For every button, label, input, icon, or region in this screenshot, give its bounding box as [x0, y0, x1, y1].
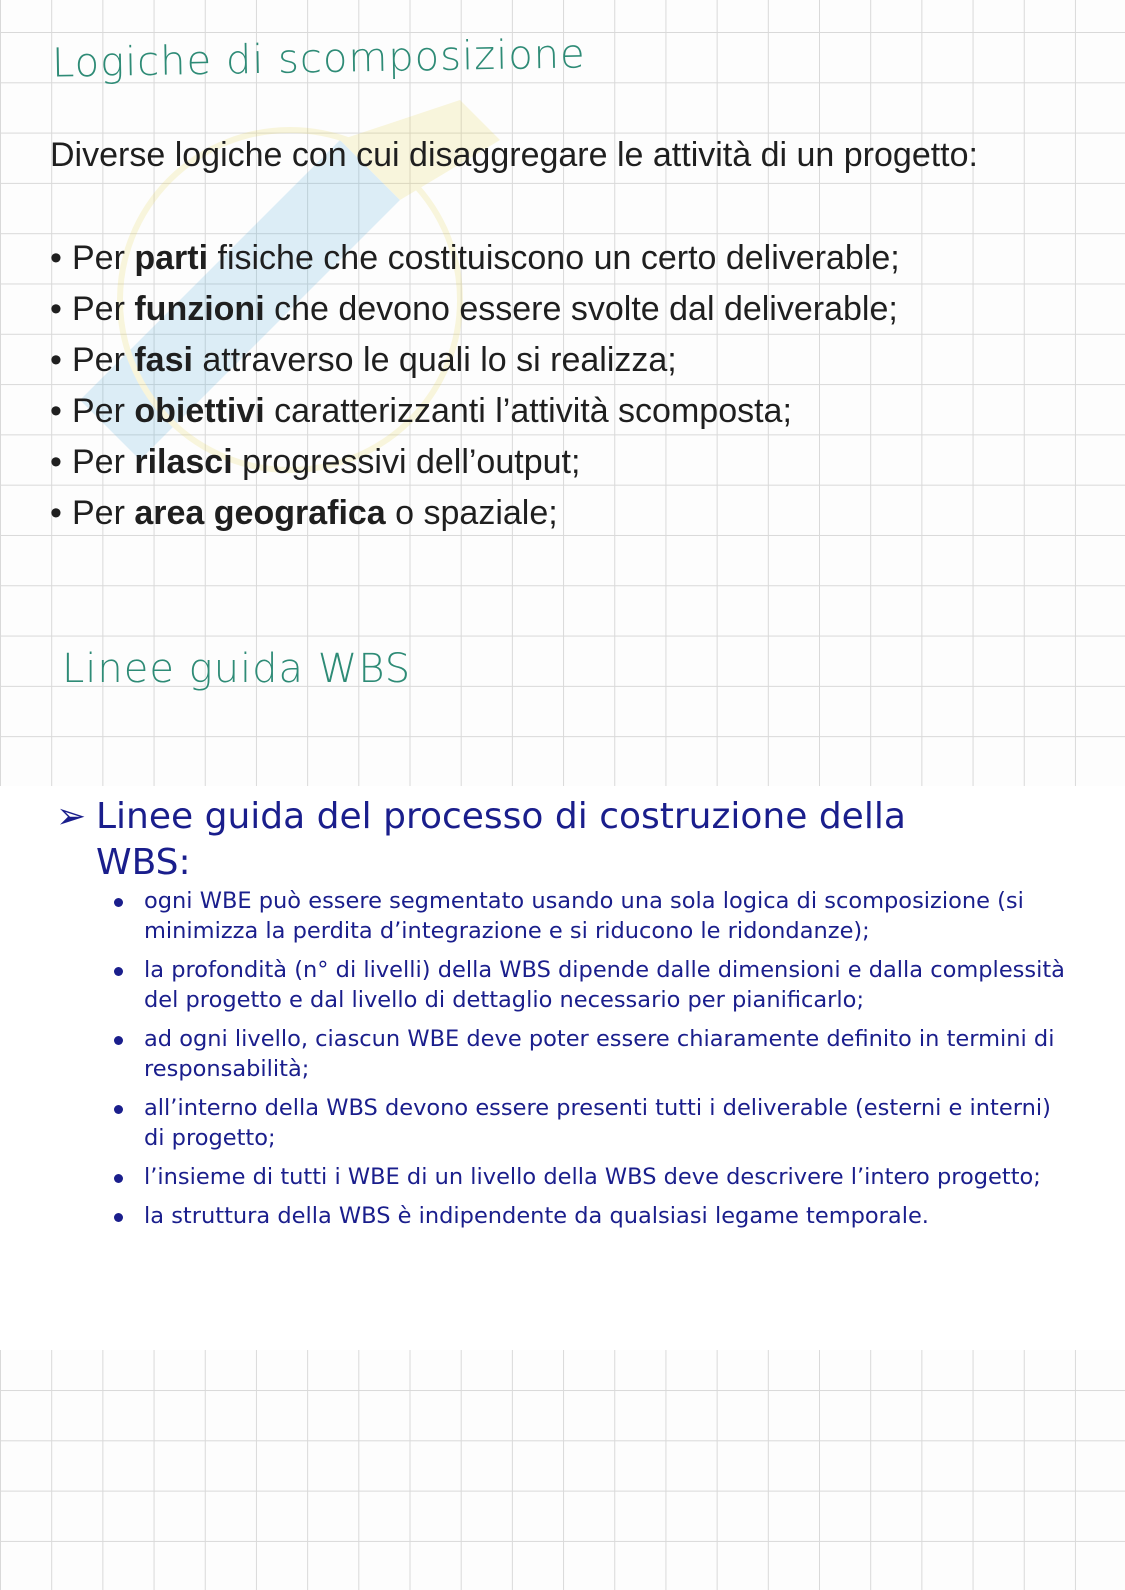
slide-heading-text: Linee guida del processo di costruzione della WBS:	[96, 796, 906, 883]
list-item: • Per rilasci progressivi dell’output;	[50, 440, 900, 491]
arrow-bullet-icon: ➢	[56, 796, 87, 837]
pasted-slide	[0, 786, 1125, 1350]
list-item: ad ogni livello, ciascun WBE deve poter essere chiaramente definito in termini di responsabilità;	[110, 1024, 1070, 1084]
guidelines-list	[110, 886, 1070, 1240]
bullet-icon: •	[50, 443, 62, 481]
bullet-icon: •	[50, 392, 62, 430]
section-title-wbs: Linee guida WBS	[62, 646, 412, 692]
intro-text: Diverse logiche con cui disaggregare le attività di un progetto:	[50, 136, 978, 174]
logics-list	[50, 236, 900, 542]
list-item: • Per area geografica o spaziale;	[50, 491, 900, 542]
bullet-icon: •	[50, 341, 62, 379]
list-item: la struttura della WBS è indipendente da qualsiasi legame temporale.	[110, 1201, 1070, 1231]
list-item: all’interno della WBS devono essere presenti tutti i deliverable (esterni e interni) di progetto;	[110, 1093, 1070, 1153]
bullet-icon: •	[50, 494, 62, 532]
list-item: la profondità (n° di livelli) della WBS dipende dalle dimensioni e dalla complessità del progetto e dal livello di dettaglio necessario per pianificarlo;	[110, 955, 1070, 1015]
bullet-icon: •	[50, 290, 62, 328]
list-item: • Per funzioni che devono essere svolte dal deliverable;	[50, 287, 900, 338]
list-item: • Per fasi attraverso le quali lo si realizza;	[50, 338, 900, 389]
section-title-logiche: Logiche di scomposizione	[51, 31, 587, 87]
bullet-icon: •	[50, 239, 62, 277]
list-item: l’insieme di tutti i WBE di un livello della WBS deve descrivere l’intero progetto;	[110, 1162, 1070, 1192]
slide-heading	[56, 794, 976, 886]
list-item: • Per obiettivi caratterizzanti l’attività scomposta;	[50, 389, 900, 440]
list-item: ogni WBE può essere segmentato usando una sola logica di scomposizione (si minimizza la perdita d’integrazione e si riducono le ridondanze);	[110, 886, 1070, 946]
list-item: • Per parti fisiche che costituiscono un certo deliverable;	[50, 236, 900, 287]
